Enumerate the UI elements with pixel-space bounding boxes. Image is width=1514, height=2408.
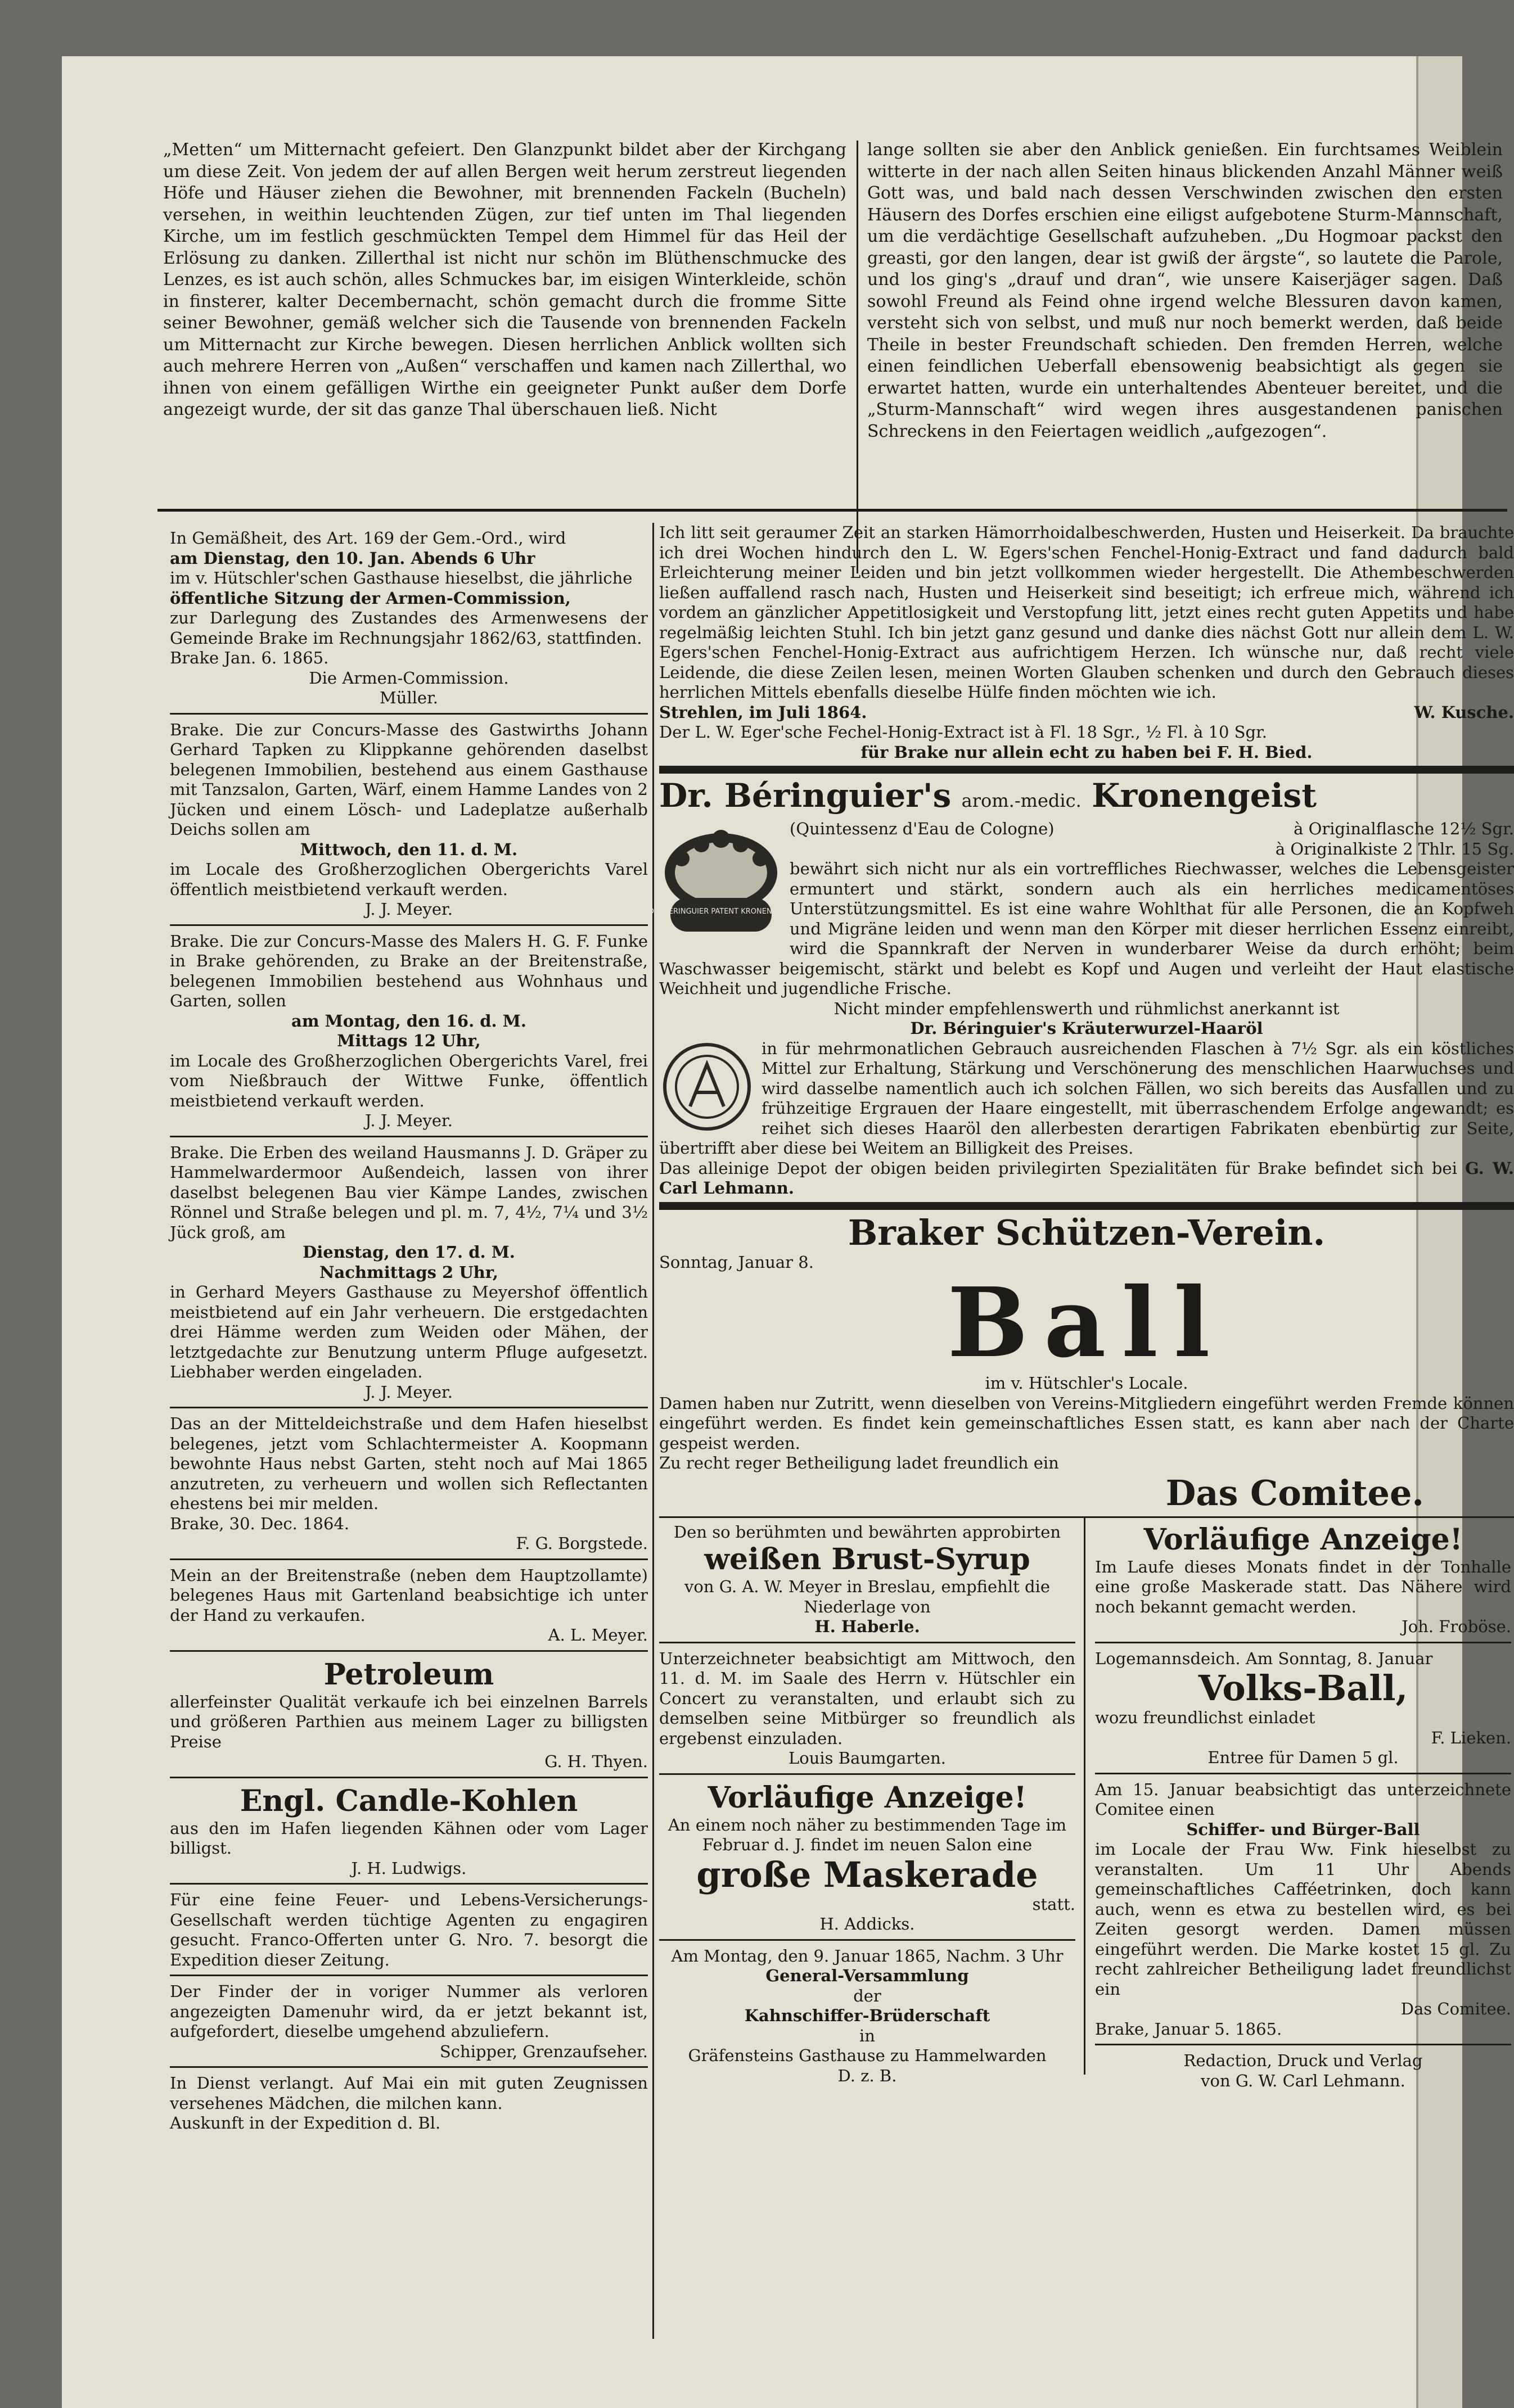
ad-meyer-house: Mein an der Breitenstraße (neben dem Hauptzollamte) belegenes Haus mit Gartenland beabsichtige ich unter der Hand zu verkaufen. A. L. Meyer. <box>170 1558 648 1646</box>
article-text-left: „Metten“ um Mitternacht gefeiert. Den Glanzpunkt bildet aber der Kirchgang um diese Zeit. Von jedem der auf allen Bergen weit herum zerstreut liegenden Höfe und Häuser ziehen die Bewohner, mit brennenden Fackeln (Bucheln) versehen, in weithin leuchtenden Zügen, zur tief unten im Thal liegenden Kirche, um im festlich geschmückten Tempel dem Himmel für das Heil der Erlösung zu danken. Zillerthal ist nicht nur schön im Blüthenschmucke des Lenzes, es ist auch schön, alles Schmuckes bar, im eisigen Winterkleide, schön in finsterer, kalter Decembernacht, schön gemacht durch die fromme Sitte seiner Bewohner, gemäß welcher sich die Tausende von brennenden Fackeln um Mitternacht zur Kirche bewegen. Diesen herrlichen Anblick wollten sich auch mehrere Herren von „Außen“ verschaffen und kamen nach Zillerthal, wo ihnen von einem gefälligen Wirthe ein geeigneter Punkt außer dem Dorfe angezeigt wurde, der sit das ganze Thal überschauen ließ. Nicht <box>163 140 846 419</box>
ad-candle-kohlen: Engl. Candle-Kohlen aus den im Hafen liegenden Kähnen oder vom Lager billigst. J. H. Ludwigs. <box>170 1777 648 1879</box>
article-column-left <box>163 139 846 584</box>
crown-label: DR. BÉRINGUIER PATENT KRONENGEIST <box>648 907 794 916</box>
fenchel-place: Strehlen, im Juli 1864. W. Kusche. <box>659 702 1514 722</box>
ad-versicherung: Für eine feine Feuer- und Lebens-Versicherungs-Gesellschaft werden tüchtige Agenten zu engagiren gesucht. Franco-Offerten unter G. Nro. 7. besorgt die Expedition dieser Zeitung. <box>170 1883 648 1970</box>
crown-icon <box>648 819 794 948</box>
ads-column-right <box>603 523 1514 2378</box>
lower-ads-right: Vorläufige Anzeige! Im Laufe dieses Monats findet in der Tonhalle eine große Maskerade statt. Das Nähere wird noch bekannt gemacht werden. Joh. Froböse. Logemannsdeich. Am Sonntag, 8. Januar Volks-Ball, wozu freundlichst einladet F. Lieken. Entree für Damen 5 gl. Am 15. Januar beabsichtigt das unterzeichnete Comitee einen Schiffer- und Bürger-Ball im Locale der Frau Ww. Fink hieselbst zu veranstalten. Um 11 Uhr Abends gemeinschaftliches Cafféetrinken, doch kann auch, wenn es etwa zu bestellen wird, es bei Zeiten gesorgt werden. Damen müssen eingeführt werden. Die Marke kostet 15 gl. Zu recht zahlreicher Betheiligung ladet freundlichst ein Das Comitee. Brake, Januar 5. 1865. Redaction, Druck und Verlag von G. W. Carl Lehmann. <box>1095 1522 1511 2090</box>
newspaper-page <box>62 56 1514 2408</box>
kronengeist-subtitle: (Quintessenz d'Eau de Cologne) à Originalflasche 12½ Sgr. <box>790 819 1514 838</box>
ad-petroleum: Petroleum allerfeinster Qualität verkaufe ich bei einzelnen Barrels und größeren Parthien aus meinem Lager zu billigsten Preise G. H. Thyen. <box>170 1650 648 1772</box>
ad-tapken-auction: Brake. Die zur Concurs-Masse des Gastwirths Johann Gerhard Tapken zu Klippkanne gehörenden daselbst belegenen Immobilien, bestehend aus einem Gasthause mit Tanzsalon, Garten, Wärf, einem Hamme Landes von 2 Jücken und einem Lösch- und Ladeplatze außerhalb Deichs sollen am Mittwoch, den 11. d. M. im Locale des Großherzoglichen Obergerichts Varel öffentlich meistbietend verkauft werden. J. J. Meyer. <box>170 713 648 920</box>
column-rule-3 <box>1084 1518 1085 2075</box>
ad-dienst: In Dienst verlangt. Auf Mai ein mit guten Zeugnissen versehenes Mädchen, die milchen kann. Auskunft in der Expedition d. Bl. <box>170 2066 648 2134</box>
kronengeist-title-left: Dr. Béringuier's <box>659 776 952 815</box>
banner-bar-bottom <box>659 1202 1514 1210</box>
article-text-right: lange sollten sie aber den Anblick genießen. Ein furchtsames Weiblein witterte in der nach allen Seiten hinaus blickenden Anzahl Männer weiß Gott was, und bald nach dessen Verschwinden zwischen den ersten Häusern des Dorfes erschien eine eiligst aufgebotene Sturm-Mannschaft, um die verdächtige Gesellschaft aufzuheben. „Du Hogmoar packst den greasti, gor den langen, dear ist gwiß der ärgste“, so lautete die Parole, und los ging's „drauf und dran“, wie unsere Kaiserjäger sagen. Daß sowohl Freund als Feind ohne irgend welche Blessuren davon kamen, versteht sich von selbst, und muß nur noch bemerkt werden, daß beide Theile in bester Freundschaft schieden. Den fremden Herren, welche einen feindlichen Ueberfall ebensowenig beabsichtigt als gegen sie erwartet hatten, wurde ein unterhaltendes Abenteuer bereitet, und die „Sturm-Mannschaft“ wird wegen ihres ausgestandenen panischen Schreckens in den Feiertagen weidlich „aufgezogen“. <box>867 140 1503 441</box>
imprint-line1: Redaction, Druck und Verlag <box>1183 2051 1423 2070</box>
section-rule <box>157 509 1507 512</box>
seal-icon <box>659 1039 755 1135</box>
ad-schuetzen-verein: Braker Schützen-Verein. Sonntag, Januar 8. Ball im v. Hütschler's Locale. Damen haben nur Zutritt, wenn dieselben von Vereins-Mitgliedern eingeführt werden Fremde können eingeführt werden. Es findet kein gemeinschaftliches Essen statt, es kann aber nach der Charte gespeist werden. Zu recht reger Betheiligung ladet freundlich ein Das Comitee. <box>659 1212 1514 1514</box>
article-column-right <box>867 139 1503 584</box>
ads-column-left <box>170 523 648 2356</box>
ad-fenchel-honig: Ich litt seit geraumer Zeit an starken Hämorrhoidalbeschwerden, Husten und Heiserkeit. Da brauchte ich drei Wochen hindurch den L. W. Egers'schen Fenchel-Honig-Extract und fand dadurch bald Erleichterung meiner Leiden und bin jetzt vollkommen wieder hergestellt. Die Athembeschwerden ließen auffallend rasch nach, Husten und Heiserkeit sind beseitigt; ich erfreue mich, während ich vordem an gänzlicher Appetitlosigkeit und Verstopfung litt, jetzt eines recht guten Appetits und habe regelmäßig leichten Stuhl. Ich bin jetzt ganz gesund und danke dies nächst Gott nur allein dem L. W. Egers'schen Fenchel-Honig-Extract aus aufrichtigem Herzen. Ich wünsche nur, daß recht viele Leidende, die diese Zeilen lesen, meinen Worten Glauben schenken und durch den Gebrauch dieses herrlichen Mittels ebenfalls dieselbe Hülfe finden möchten wie ich. Strehlen, im Juli 1864. W. Kusche. Der L. W. Eger'sche Fechel-Honig-Extract ist à Fl. 18 Sgr., ½ Fl. à 10 Sgr. für Brake nur allein echt zu haben bei F. H. Bied. <box>659 523 1514 762</box>
ad-damenuhr: Der Finder der in voriger Nummer als verloren angezeigten Damenuhr wird, da er jetzt bekannt ist, aufgefordert, dieselbe umgehend abzuliefern. Schipper, Grenzaufseher. <box>170 1975 648 2062</box>
ad-kronengeist: Dr. Béringuier's arom.-medic. Kronengeist DR. BÉRINGUIER PATENT KRONENGEIST (Quintessenz d'Eau de Cologne) à Originalflasche 12½ Sgr. à Originalkiste 2 Thlr. 15 Sg. bewährt sich nicht nur als ein vortreffliches Riechwasser, welches die Lebensgeister ermuntert und stärkt, sondern auch als ein herrliches medicamentöses Unterstützungsmittel. Es ist eine wahre Wohlthat für alle Personen, die an Kopfweh und Migräne leiden und wenn man den Körper mit dieser herrlichen Essenz einreibt, wird die Spannkraft der Nerven in wunderbarer Weise da durch erhöht; beim Waschwasser beigemischt, stärkt und belebt es Kopf und Augen und verleiht der Haut elastische Weichheit und jugendliche Frische. Nicht minder empfehlenswerth und rühmlichst anerkannt ist Dr. Béringuier's Kräuterwurzel-Haaröl in für mehrmonatlichen Gebrauch ausreichenden Flaschen à 7½ Sgr. als ein köstliches Mittel zur Erhaltung, Stärkung und Verschönerung des menschlichen Haarwuchses und wird dasselbe namentlich auch ich solchen Fällen, wo sich bereits das Ausfallen und zu frühzeitige Ergrauen der Haare eingestellt, mit überraschendem Erfolge angewandt; es reihet sich dieses Haaröl den allerbesten derartigen Fabrikaten ebenbürtig zur Seite, übertrifft aber diese bei Weitem an Billigkeit des Preises. Das alleinige Depot der obigen beiden privilegirten Spezialitäten für Brake befindet sich bei G. W. Carl Lehmann. <box>648 776 1514 1198</box>
imprint-line2: von G. W. Carl Lehmann. <box>1201 2071 1405 2090</box>
ad-armen-commission: In Gemäßheit, des Art. 169 der Gem.-Ord., wird am Dienstag, den 10. Jan. Abends 6 Uhr im v. Hütschler'schen Gasthause hieselbst, die jährliche öffentliche Sitzung der Armen-Commission, zur Darlegung des Zustandes des Armenwesens der Gemeinde Brake im Rechnungsjahr 1862/63, stattfinden. Brake Jan. 6. 1865. Die Armen-Commission. Müller. <box>170 528 648 707</box>
kronengeist-footer: Das alleinige Depot der obigen beiden privilegirten Spezialitäten für Brake befindet sich bei G. W. Carl Lehmann. <box>659 1158 1514 1198</box>
banner-bar-top <box>659 766 1514 774</box>
ad-graeper-lease: Brake. Die Erben des weiland Hausmanns J. D. Gräper zu Hammelwardermoor Außendeich, lassen von ihrer daselbst belegenen Bau vier Kämpe Landes, zwischen Rönnel und Straße belegen und pl. m. 7, 4½, 7¼ und 3½ Jück groß, am Dienstag, den 17. d. M. Nachmittags 2 Uhr, in Gerhard Meyers Gasthause zu Meyershof öffentlich meistbietend auf ein Jahr verheuern. Die erstgedachten drei Hämme werden zum Weiden oder Mähen, der letztgedachte zur Benutzung unterm Pfluge aufgesetzt. Liebhaber werden eingeladen. J. J. Meyer. <box>170 1136 648 1403</box>
lower-ads <box>659 1516 1514 2090</box>
kronengeist-title-right: Kronengeist <box>1092 776 1317 815</box>
lower-ads-mid: Den so berühmten und bewährten approbirten weißen Brust-Syrup von G. A. W. Meyer in Breslau, empfiehlt die Niederlage von H. Haberle. Unterzeichneter beabsichtigt am Mittwoch, den 11. d. M. im Saale des Herrn v. Hütschler ein Concert zu veranstalten, und erlaubt sich zu demselben seine Mitbürger so freundlich als ergebenst einzuladen. Louis Baumgarten. Vorläufige Anzeige! An einem noch näher zu bestimmenden Tage im Februar d. J. findet im neuen Salon eine große Maskerade statt. H. Addicks. Am Montag, den 9. Januar 1865, Nachm. 3 Uhr General-Versammlung der Kahnschiffer-Brüderschaft in Gräfensteins Gasthause zu Hammelwarden D. z. B. <box>659 1522 1075 2085</box>
ad-borgstede-house: Das an der Mitteldeichstraße und dem Hafen hieselbst belegenes, jetzt vom Schlachtermeister A. Koopmann bewohnte Haus nebst Garten, steht noch auf Mai 1865 anzutreten, zu verheuern und wollen sich Reflectanten ehestens bei mir melden. Brake, 30. Dec. 1864. F. G. Borgstede. <box>170 1407 648 1554</box>
kronengeist-title-mid: arom.-medic. <box>961 790 1082 811</box>
ad-funke-auction: Brake. Die zur Concurs-Masse des Malers H. G. F. Funke in Brake gehörenden, zu Brake an der Breitenstraße, belegenen Immobilien bestehend aus Wohnhaus und Garten, sollen am Montag, den 16. d. M. Mittags 12 Uhr, im Locale des Großherzoglichen Obergerichts Varel, frei vom Nießbrauch der Wittwe Funke, öffentlich meistbietend verkauft werden. J. J. Meyer. <box>170 924 648 1131</box>
